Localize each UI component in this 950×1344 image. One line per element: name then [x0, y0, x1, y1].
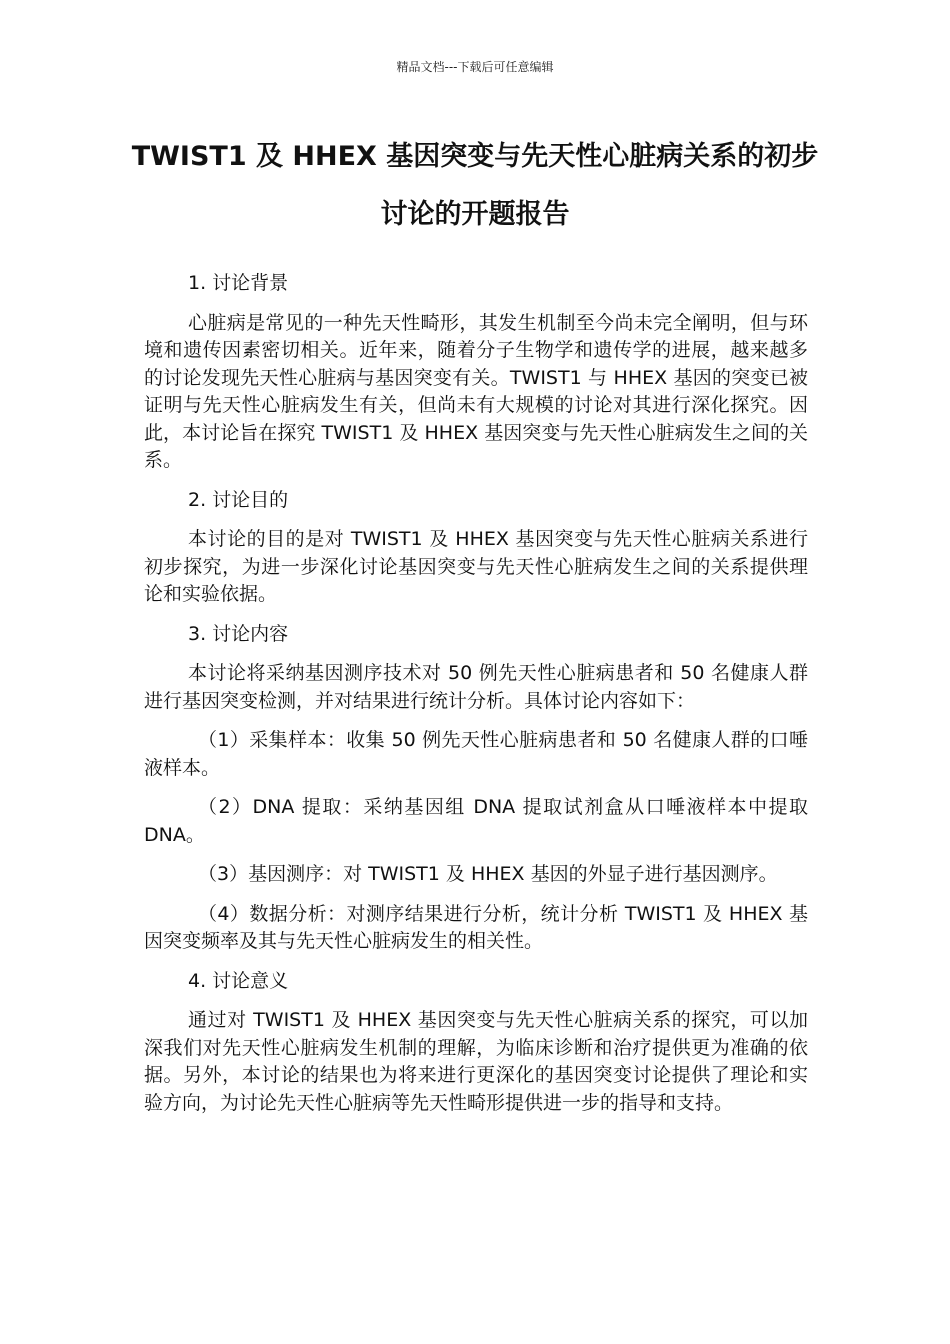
- section-paragraph-purpose: 本讨论的目的是对 TWIST1 及 HHEX 基因突变与先天性心脏病关系进行初步探究，为进一步深化讨论基因突变与先天性心脏病发生之间的关系提供理论和实验依据。: [144, 528, 808, 605]
- section-heading-significance: 4. 讨论意义: [188, 969, 289, 992]
- document-title: TWIST1 及 HHEX 基因突变与先天性心脏病关系的初步讨论的开题报告: [131, 141, 819, 230]
- list-item: （2）DNA 提取：采纳基因组 DNA 提取试剂盒从口唾液样本中提取 DNA。: [144, 796, 808, 846]
- list-item: （1）采集样本：收集 50 例先天性心脏病患者和 50 名健康人群的口唾液样本。: [144, 729, 808, 779]
- section-heading-content: 3. 讨论内容: [188, 622, 289, 645]
- section-paragraph-background: 心脏病是常见的一种先天性畸形，其发生机制至今尚未完全阐明，但与环境和遗传因素密切相关。近年来，随着分子生物学和遗传学的进展，越来越多的讨论发现先天性心脏病与基因突变有关。TWIST1 与 HHEX 基因的突变已被证明与先天性心脏病发生有关，但尚未有大规模的讨论对其进行深化探究。因此，本讨论旨在探究 TWIST1 及 HHEX 基因突变与先天性心脏病发生之间的关系。: [144, 311, 808, 471]
- list-item: （4）数据分析：对测序结果进行分析，统计分析 TWIST1 及 HHEX 基因突变频率及其与先天性心脏病发生的相关性。: [144, 902, 808, 952]
- section-heading-background: 1. 讨论背景: [188, 272, 289, 294]
- list-item: （3）基因测序：对 TWIST1 及 HHEX 基因的外显子进行基因测序。: [198, 863, 778, 885]
- document-body: [144, 270, 808, 1129]
- section-paragraph-content: 本讨论将采纳基因测序技术对 50 例先天性心脏病患者和 50 名健康人群进行基因突变检测，并对结果进行统计分析。具体讨论内容如下：: [144, 662, 808, 712]
- section-paragraph-significance: 通过对 TWIST1 及 HHEX 基因突变与先天性心脏病关系的探究，可以加深我们对先天性心脏病发生机制的理解，为临床诊断和治疗提供更为准确的依据。另外，本讨论的结果也为将来进行更深化的基因突变讨论提供了理论和实验方向，为讨论先天性心脏病等先天性畸形提供进一步的指导和支持。: [144, 1009, 808, 1114]
- section-heading-purpose: 2. 讨论目的: [188, 488, 289, 511]
- header-note: 精品文档---下载后可任意编辑: [396, 60, 554, 74]
